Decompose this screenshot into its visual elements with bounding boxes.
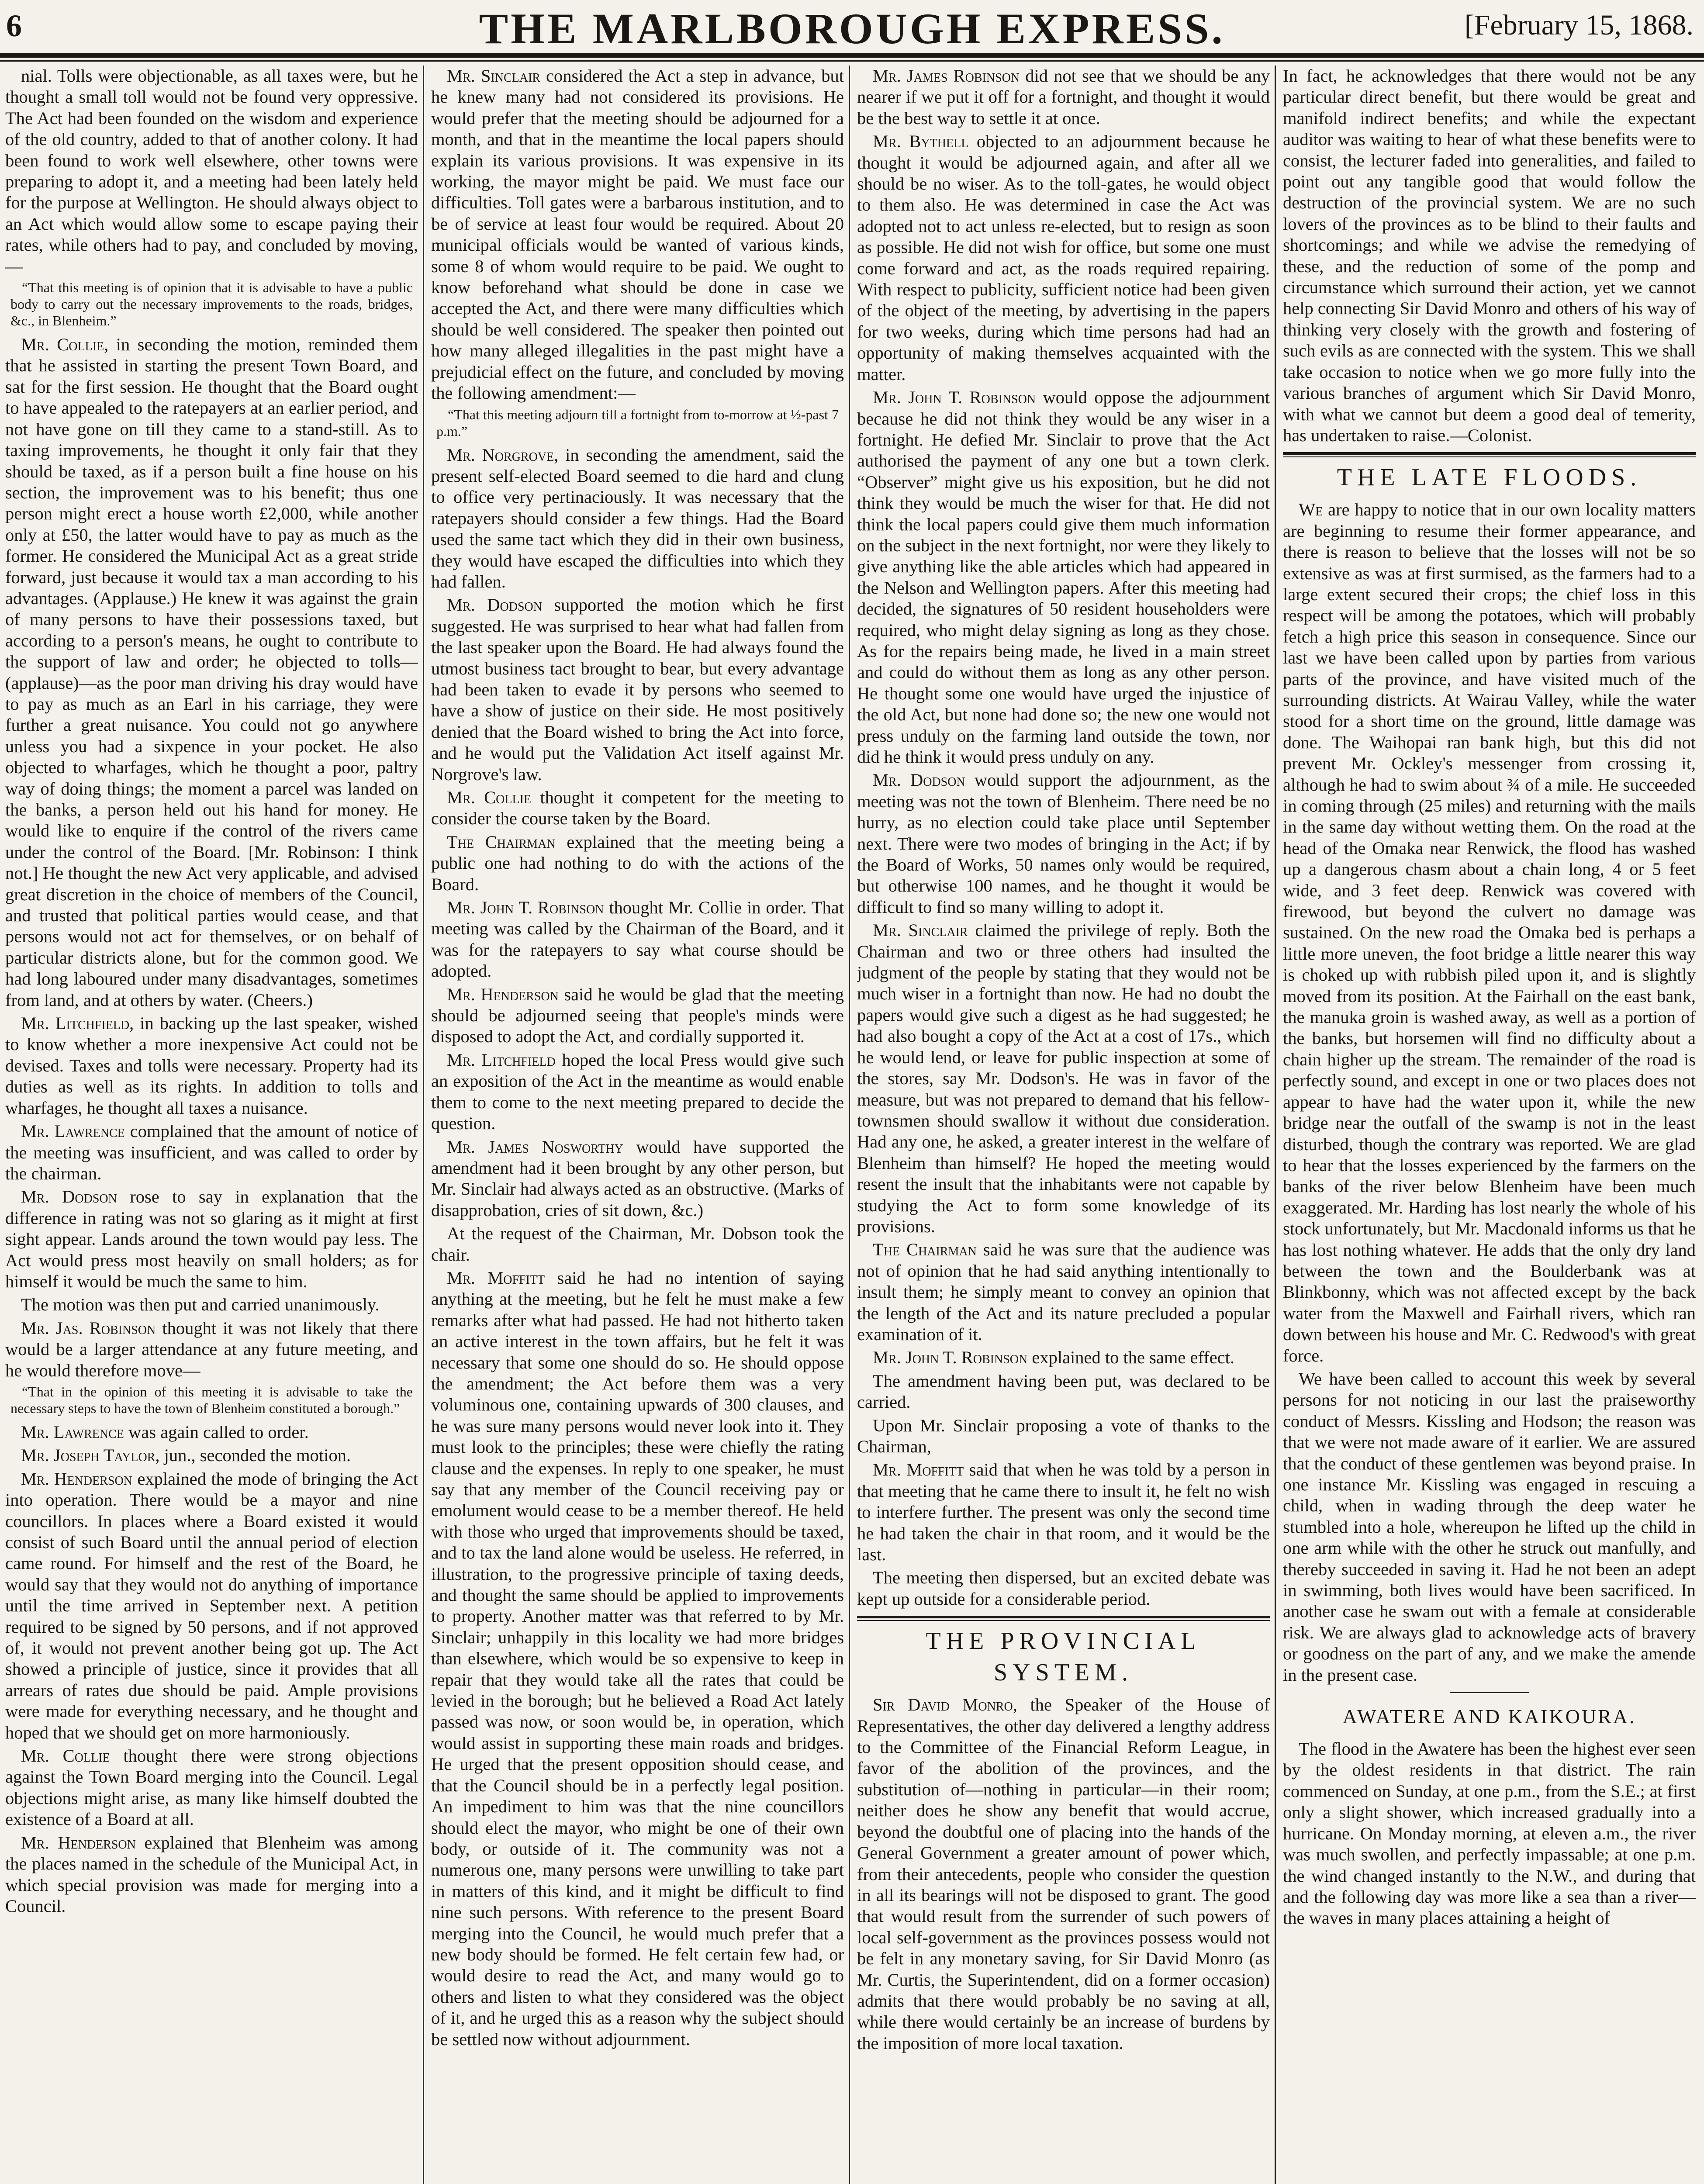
paragraph-text: explained that the meeting being a public one had nothing to do with the actions of the Board.	[431, 832, 844, 894]
article-paragraph	[857, 387, 1270, 767]
speaker-name: Mr. Litchfield,	[21, 1013, 134, 1033]
paragraph-text: thought it competent for the meeting to consider the course taken by the Board.	[431, 788, 844, 829]
paragraph-text: are happy to notice that in our own locality matters are beginning to resume their former appearance, and there is reason to believe that the losses will not be so extensive as was at first surmised, as the farmers had to a large extent secured their crops; the chief loss in this respect will be among the potatoes, which will probably fetch a high price this season in consequence. Since our last we have been called upon by parties from various parts of the province, and have visited much of the surrounding districts. At Wairau Valley, while the water stood for a short time on the ground, little damage was done. The Waihopai ran bank high, but this did not prevent Mr. Ockley's messenger from crossing it, although he had to swim about ¾ of a mile. He succeeded in coming through (25 miles) and returning with the mails in the same day without wetting them. On the road at the head of the Omaka near Renwick, the flood has washed up a dangerous chasm about a chain long, 4 or 5 feet wide, and 3 feet deep. Renwick was covered with firewood, but beyond the culvert no damage was sustained. On the new road the Omaka bed is perhaps a little more uneven, the foot bridge a little nearer this way is choked up with rubbish piled upon it, and is slightly moved from its position. At the Fairhall on the east bank, the manuka groin is washed away, as well as a portion of the banks, but horsemen will find no difficulty about a chain higher up the stream. The remainder of the road is perfectly sound, and except in one or two places does not appear to have had the water upon it, while the new bridge near the outfall of the swamp is not in the least disturbed, though the contrary was reported. We are glad to hear that the losses experienced by the farmers on the banks of the river below Blenheim have been much exaggerated. Mr. Harding has lost nearly the whole of his stock unfortunately, but Mr. Macdonald informs us that he has lost nothing whatever. He adds that the only dry land between the town and the Boulderbank was at Blinkbonny, which was not affected except by the back water from the Maxwell and Fairhall rivers, which ran down between his house and Mr. C. Redwood's with great force.	[1283, 500, 1696, 1365]
speaker-name: Mr. Lawrence	[21, 1422, 124, 1442]
speaker-name: Mr. Moffitt	[447, 1268, 545, 1288]
speaker-name: Mr. Dodson	[873, 770, 965, 790]
paragraph-text: thought Mr. Collie in order. That meeting was called by the Chairman of the Board, and it was for the ratepayers to say what course should be adopted.	[431, 898, 844, 981]
article-paragraph	[1283, 1368, 1696, 1686]
paragraph-text: The flood in the Awatere has been the highest ever seen by the oldest residents in that district. The rain commenced on Sunday, at one p.m., from the S.E.; at first only a slight shower, which increased gradually into a hurricane. On Monday morning, at eleven a.m., the river was much swollen, and perfectly impassable; at one p.m. the wind changed instantly to the N.W., and during that and the following day was more like a sea than a river—the waves in many places attaining a height of	[1283, 1739, 1696, 1928]
speaker-name: Mr. Moffitt	[873, 1460, 964, 1480]
paragraph-text: “That in the opinion of this meeting it is advisable to take the necessary steps to have the town of Blenheim constituted a borough.”	[10, 1383, 413, 1416]
column-2	[431, 66, 844, 2184]
article-paragraph	[431, 1223, 844, 1265]
paragraph-text: rose to say in explanation that the difference in rating was not so glaring as it might at first sight appear. Lands around the town would pay less. The Act would press most heavily on small holders; as for himself it would be much the same to him.	[5, 1187, 418, 1291]
article-paragraph	[5, 334, 418, 1011]
column-divider	[423, 66, 424, 2184]
speaker-name: Mr. James Nosworthy	[447, 1137, 623, 1157]
paragraph-text: in backing up the last speaker, wished to know whether a more inexpensive Act could not be devised. Taxes and tolls were necessary. Property had its duties as well as its rights. In addition to tolls and wharfages, he thought all taxes a nuisance.	[5, 1013, 418, 1118]
paragraph-text: nial. Tolls were objectionable, as all taxes were, but he thought a small toll would not be found very oppressive. The Act had been founded on the wisdom and experience of the old country, added to that of another colony. It had been found to work well elsewhere, other towns were preparing to adopt it, and a meeting had been lately held for the purpose at Wellington. He should always object to an Act which would allow some to escape paying their rates, while others had to pay, and concluded by moving,—	[5, 66, 418, 276]
column-divider	[1275, 66, 1276, 2184]
paragraph-text: did not see that we should be any nearer if we put it off for a fortnight, and thought it would be the best way to settle it at once.	[857, 66, 1270, 128]
paragraph-text: would oppose the adjournment because he did not think they would be any wiser in a fortnight. He defied Mr. Sinclair to prove that the Act authorised the payment of any one but a town clerk. “Observer” might give us his exposition, but he did not think they would be much the wiser for that. He did not think the local papers could give them much information on the subject in the next fortnight, nor were they likely to give anything like the able articles which had appeared in the Nelson and Wellington papers. After this meeting had decided, the signatures of 50 resident householders were required, who might delay signing as long as they chose. As for the repairs being made, he lived in a main street and could do without them as long as any other person. He thought some one would have urged the injustice of the old Act, but none had done so; the new one would not press unduly on the farming land outside the town, nor did he think it would press unduly on any.	[857, 387, 1270, 767]
article-paragraph	[857, 1347, 1270, 1368]
article-paragraph	[5, 1121, 418, 1184]
article-paragraph	[431, 832, 844, 895]
paragraph-text: Upon Mr. Sinclair proposing a vote of thanks to the Chairman,	[857, 1415, 1270, 1456]
article-paragraph	[431, 594, 844, 785]
speaker-name: Mr. Norgrove,	[447, 445, 559, 465]
paragraph-text: “That this meeting adjourn till a fortnight from to-morrow at ½-past 7 p.m.”	[436, 406, 839, 439]
paragraph-text: complained that the amount of notice of the meeting was insufficient, and was called to order by the chairman.	[5, 1121, 418, 1183]
masthead-rule-thin	[0, 60, 1704, 62]
article-paragraph	[5, 1832, 418, 1917]
paragraph-text: The meeting then dispersed, but an excited debate was kept up outside for a considerable period.	[857, 1568, 1270, 1609]
speaker-name: Mr. Henderson	[447, 984, 559, 1004]
article-paragraph	[5, 66, 418, 277]
speaker-name: Mr. Bythell	[873, 131, 969, 152]
article-paragraph	[857, 131, 1270, 385]
paragraph-text: hoped the local Press would give such an exposition of the Act in the meantime as would enable them to come to the next meeting prepared to decide the question.	[431, 1050, 844, 1133]
article-paragraph	[5, 1318, 418, 1381]
article-paragraph	[431, 984, 844, 1047]
paragraph-text: We have been called to account this week by several persons for not noticing in our last the praiseworthy conduct of Messrs. Kissling and Hodson; the reason was that we were not made aware of it earlier. We are assured that the conduct of these gentlemen was beyond praise. In one instance Mr. Kissling was engaged in rescuing a child, when in wading through the deep water he stumbled into a hole, whereupon he lifted up the child in one arm while with the other he struck out manfully, and thereby succeeded in saving it. Had he not been an adept in swimming, both lives would have been sacrificed. In another case he swam out with a female at considerable risk. We are always glad to acknowledge acts of bravery or goodness on the part of any, and we make the amende in the present case.	[1283, 1368, 1696, 1685]
paragraph-text: claimed the privilege of reply. Both the Chairman and two or three others had insulted the judgment of the people by stating that they would not be much wiser in a fortnight than now. He had no doubt the papers would give such a digest as he had suggested; he had also bought a copy of the Act at a cost of 17s., which he would lend, or leave for public inspection at some of the stores, say Mr. Dodson's. He was in favor of the measure, but was not prepared to demand that his fellow-townsmen should swallow it without due consideration. Had any one, he asked, a greater interest in the welfare of Blenheim than himself? He hoped the meeting would resent the insult that the inhabitants were not capable by studying the Act to form some knowledge of its provisions.	[857, 920, 1270, 1236]
article-paragraph	[5, 1445, 418, 1466]
masthead-rule-thick	[0, 53, 1704, 58]
article-paragraph	[431, 66, 844, 404]
article-paragraph	[5, 1294, 418, 1315]
article-paragraph	[5, 1422, 418, 1443]
paragraph-text: said he was sure that the audience was not of opinion that he had said anything intentionally to insult them; he simply meant to convey an opinion that the length of the Act and its nature precluded a popular examination of it.	[857, 1240, 1270, 1344]
article-paragraph	[857, 920, 1270, 1237]
speaker-name: The Chairman	[447, 832, 556, 852]
article-paragraph	[5, 1745, 418, 1830]
paragraph-text: said he had no intention of saying anything at the meeting, but he felt he must make a few remarks after what had passed. He had not hitherto taken an active interest in the town affairs, but he felt it was necessary that some one should do so. He should oppose the amendment; the Act before them was a very voluminous one, containing upwards of 300 clauses, and he was sure many persons would never look into it. They must look to the principles; these were chiefly the rating clause and the expenses. In reply to one speaker, he must say that any member of the Council receiving pay or emolument would cease to be a member thereof. He held with those who urged that improvements should be taxed, and to tax the land alone would be useless. He referred, in illustration, to the progressive principle of taxing deeds, and thought the same should be applied to improvements to property. Another matter was that referred to by Mr. Sinclair; unhappily in this locality we had more bridges than elsewhere, which would be so expensive to keep in repair that they would take all the rates that could be levied in the borough; but he believed a Road Act lately passed was now, or soon would be, in operation, which would assist in supporting these main roads and bridges. He urged that the present opposition should cease, and that the Council should be in a perfectly legal position. An impediment to him was that the nine councillors should elect the mayor, who might be one of their own body, or outside of it. The community was not a numerous one, many persons were unwilling to take part in matters of this kind, and it might be difficult to find nine such persons. With reference to the present Board merging into the Council, he would much prefer that a new body should be formed. He felt certain few had, or would desire to read the Act, and many would go to others and listen to what they considered was the object of it, and he urged this as a reason why the subject should be settled now without adjournment.	[431, 1268, 844, 2049]
section-rule	[1283, 452, 1696, 457]
paragraph-text: thought there were strong objections against the Town Board merging into the Council. Legal objections might arise, as many like himself doubted the existence of a Board at all.	[5, 1746, 418, 1829]
article-paragraph	[5, 1013, 418, 1119]
speaker-name: Mr. James Robinson	[873, 66, 1020, 86]
paragraph-text: said he would be glad that the meeting should be adjourned seeing that people's minds were disposed to adopt the Act, and cordially supported it.	[431, 984, 844, 1047]
article-paragraph	[1283, 499, 1696, 1366]
paragraph-text: the Speaker of the House of Representatives, the other day delivered a lengthy address to the Committee of the Financial Reform League, in favor of the abolition of the provinces, and the substitution of—nothing in particular—in their room; neither does he show any benefit that would accrue, beyond the doubtful one of placing into the hands of the General Government a greater amount of power which, from their antecedents, people who consider the question in all its bearings will not be disposed to grant. The good that would result from the surrender of such powers of local self-government as the provinces possess would not be felt in any monetary saving, for Sir David Monro (as Mr. Curtis, the Superintendent, did on a former occasion) admits that there would probably be no saving at all, while there would certainly be an increase of burdens by the imposition of more local taxation.	[857, 1695, 1270, 2053]
paragraph-text: considered the Act a step in advance, but he knew many had not considered its provisions. He would prefer that the meeting should be adjourned for a month, and that in the meantime the local papers should explain its various provisions. It was expensive in its working, the mayor might be paid. We must face our difficulties. Toll gates were a barbarous institution, and to be of service at least four would be required. About 20 municipal officials would be wanted of various kinds, some 8 of whom would require to be paid. We ought to know beforehand what should be done in case we accepted the Act, and there were many difficulties which should be well considered. The speaker then pointed out how many alleged illegalities in the past might have a prejudicial effect on the future, and concluded by moving the following amendment:—	[431, 66, 844, 403]
article-paragraph	[857, 1567, 1270, 1610]
speaker-name: Sir David Monro,	[873, 1695, 1017, 1715]
quoted-resolution	[10, 1383, 413, 1417]
speaker-name: Mr. Lawrence	[21, 1121, 125, 1141]
quoted-resolution	[436, 406, 839, 439]
paragraph-text: explained that Blenheim was among the places named in the schedule of the Municipal Act, in which special provision was made for merging into a Council.	[5, 1832, 418, 1916]
issue-date: [February 15, 1868.	[1464, 9, 1694, 41]
speaker-name: Mr. Jas. Robinson	[21, 1318, 156, 1338]
paragraph-text: said that when he was told by a person in that meeting that he came there to insult it, he felt no wish to interfere further. The present was only the second time he had taken the chair in that room, and it would be the last.	[857, 1460, 1270, 1565]
speaker-name: Mr. Sinclair	[447, 66, 540, 86]
paragraph-text: jun., seconded the motion.	[159, 1445, 351, 1465]
speaker-name: Mr. Dodson	[21, 1187, 117, 1207]
speaker-name: Mr. Henderson	[21, 1469, 132, 1489]
column-divider	[849, 66, 850, 2184]
paragraph-text: in seconding the amendment, said the present self-elected Board seemed to die hard and clung to office very pertinaciously. It was necessary that the ratepayers should consider a few things. Had the Board used the same tact which they did in their own business, they would have escaped the difficulties into which they had fallen.	[431, 445, 844, 591]
article-paragraph	[857, 1239, 1270, 1345]
article-paragraph	[431, 787, 844, 829]
speaker-name: Mr. John T. Robinson	[873, 1348, 1028, 1368]
paragraph-text: would support the adjournment, as the meeting was not the town of Blenheim. There need be no hurry, as no election could take place until September next. There were two modes of bringing in the Act; if by the Board of Works, 50 names only would be required, but otherwise 100 names, and he thought it would be difficult to find so many willing to adopt it.	[857, 770, 1270, 917]
article-paragraph	[431, 445, 844, 593]
column-3	[857, 66, 1270, 2184]
paragraph-text: The amendment having been put, was declared to be carried.	[857, 1371, 1270, 1412]
article-paragraph	[431, 1050, 844, 1134]
newspaper-title: THE MARLBOROUGH EXPRESS.	[479, 4, 1225, 53]
article-paragraph	[1283, 1738, 1696, 1929]
paragraph-text: explained to the same effect.	[1027, 1348, 1235, 1368]
article-paragraph	[857, 1415, 1270, 1458]
speaker-name: Mr. Collie,	[21, 335, 109, 355]
quoted-resolution	[10, 279, 413, 329]
section-rule	[857, 1616, 1270, 1621]
paragraph-text: “That this meeting is of opinion that it is advisable to have a public body to carry out the necessary improvements to the roads, bridges, &c., in Blenheim.”	[10, 280, 413, 329]
speaker-name: Mr. John T. Robinson	[447, 898, 604, 918]
speaker-name: The Chairman	[873, 1240, 977, 1260]
speaker-name: Mr. Henderson	[21, 1832, 136, 1852]
speaker-name: Mr. Sinclair	[873, 920, 968, 940]
article-paragraph	[1283, 66, 1696, 446]
paragraph-text: explained the mode of bringing the Act into operation. There would be a mayor and nine councillors. In places where a Board existed it would consist of such Board until the annual period of election came round. For himself and the rest of the Board, he would say that they would not do anything of importance until the time arrived in September next. A petition required to be signed by 50 persons, and if not approved of, it would not prevent another being got up. The Act showed a principle of justice, since it provides that all arrears of rates due should be paid. Ample provisions were made for everything necessary, and he thought and hoped that we should get on more harmoniously.	[5, 1469, 418, 1742]
speaker-name: Mr. Litchfield	[447, 1050, 556, 1070]
short-divider	[1450, 1692, 1529, 1693]
article-paragraph	[431, 897, 844, 982]
speaker-name: Mr. Joseph Taylor,	[21, 1445, 160, 1465]
article-paragraph	[431, 1137, 844, 1221]
paragraph-text: supported the motion which he first suggested. He was surprised to hear what had fallen from the last speaker upon the Board. He had always found the utmost business tact brought to bear, but every advantage had been taken to evade it by persons who seemed to have a show of justice on their side. He most positively denied that the Board wished to bring the Act into force, and he would put the Validation Act itself against Mr. Norgrove's law.	[431, 595, 844, 784]
column-4	[1283, 66, 1696, 2184]
section-heading: THE PROVINCIAL SYSTEM.	[926, 1628, 1201, 1686]
article-paragraph	[5, 1186, 418, 1292]
paragraph-text: in seconding the motion, reminded them that he assisted in starting the present Town Board, and sat for the first session. He thought that the Board ought to have appealed to the ratepayers at an earlier period, and not have gone on till they came to a stand-still. As to taxing improvements, he thought it only fair that they should be taxed, as if a person built a fine house on his section, the improvement was to his benefit; thus one person might erect a house worth £2,000, while another only at £50, the latter would have to pay as much as the former. He considered the Municipal Act as a great stride forward, just because it would tax a man according to his advantages. (Applause.) He knew it was against the grain of many persons to have their possessions taxed, but according to a person's means, he ought to contribute to the support of law and order; he objected to tolls—(applause)—as the poor man driving his dray would have to pay as much as an Earl in his carriage, they were further a great nuisance. You could not go anywhere unless you had a sixpence in your pocket. He also objected to wharfages, which he thought a poor, paltry way of doing things; the moment a parcel was landed on the banks, a person held out his hand for money. He would like to enquire if the control of the rivers came under the control of the Board. [Mr. Robinson: I think not.] He thought the new Act very applicable, and advised great discretion in the choice of members of the Council, and trusted that political parties would cease, and that persons would not act for themselves, or on behalf of particular districts alone, but for the common good. We had long laboured under many disadvantages, sometimes from land, and at others by water. (Cheers.)	[5, 335, 418, 1010]
article-paragraph	[857, 1694, 1270, 2054]
paragraph-text: In fact, he acknowledges that there would not be any particular direct benefit, but there would be great and manifold indirect benefits; and while the expectant auditor was waiting to hear of what these benefits were to consist, the lecturer faded into generalities, and failed to point out any tangible good that would follow the destruction of the provincial system. We are no such lovers of the provinces as to be blind to their faults and shortcomings; and while we advise the remedying of these, and the reduction of some of the pomp and circumstance which surround their action, yet we cannot help connecting Sir David Monro and others of his way of thinking very closely with the growth and fostering of such evils as are connected with the system. This we shall take occasion to notice when we go more fully into the various branches of argument which Sir David Monro, with what we cannot but deem a good deal of temerity, has undertaken to raise.—Colonist.	[1283, 66, 1696, 445]
page-number: 6	[6, 8, 22, 43]
speaker-name: We	[1299, 500, 1323, 520]
speaker-name: Mr. John T. Robinson	[873, 387, 1036, 408]
article-paragraph	[431, 1268, 844, 2050]
article-paragraph	[857, 1371, 1270, 1413]
article-paragraph	[5, 1469, 418, 1743]
section-heading: THE LATE FLOODS.	[1337, 464, 1642, 491]
masthead	[0, 0, 1704, 66]
paragraph-text: thought it was not likely that there would be a larger attendance at any future meeting, and he would therefore move—	[5, 1318, 418, 1380]
section-heading: AWATERE AND KAIKOURA.	[1342, 1705, 1636, 1728]
paragraph-text: objected to an adjournment because he thought it would be adjourned again, and after all we should be no wiser. As to the toll-gates, he would object to them also. He was determined in case the Act was adopted not to act unless re-elected, but to resign as soon as possible. He did not wish for office, but some one must come forward and act, as the roads required repairing. With respect to publicity, sufficient notice had been given of the object of the meeting, by advertising in the papers for two weeks, during which time persons had had an opportunity of making themselves acquainted with the matter.	[857, 131, 1270, 384]
article-paragraph	[857, 770, 1270, 918]
article-paragraph	[857, 1459, 1270, 1565]
speaker-name: Mr. Dodson	[447, 595, 542, 615]
paragraph-text: would have supported the amendment had it been brought by any other person, but Mr. Sinclair had always acted as an obstructive. (Marks of disapprobation, cries of sit down, &c.)	[431, 1137, 844, 1220]
speaker-name: Mr. Collie	[21, 1746, 110, 1766]
article-paragraph	[857, 66, 1270, 129]
column-1	[5, 66, 418, 2184]
speaker-name: Mr. Collie	[447, 788, 532, 807]
paragraph-text: The motion was then put and carried unanimously.	[21, 1295, 380, 1315]
paragraph-text: At the request of the Chairman, Mr. Dobson took the chair.	[431, 1223, 844, 1265]
paragraph-text: was again called to order.	[124, 1422, 309, 1442]
